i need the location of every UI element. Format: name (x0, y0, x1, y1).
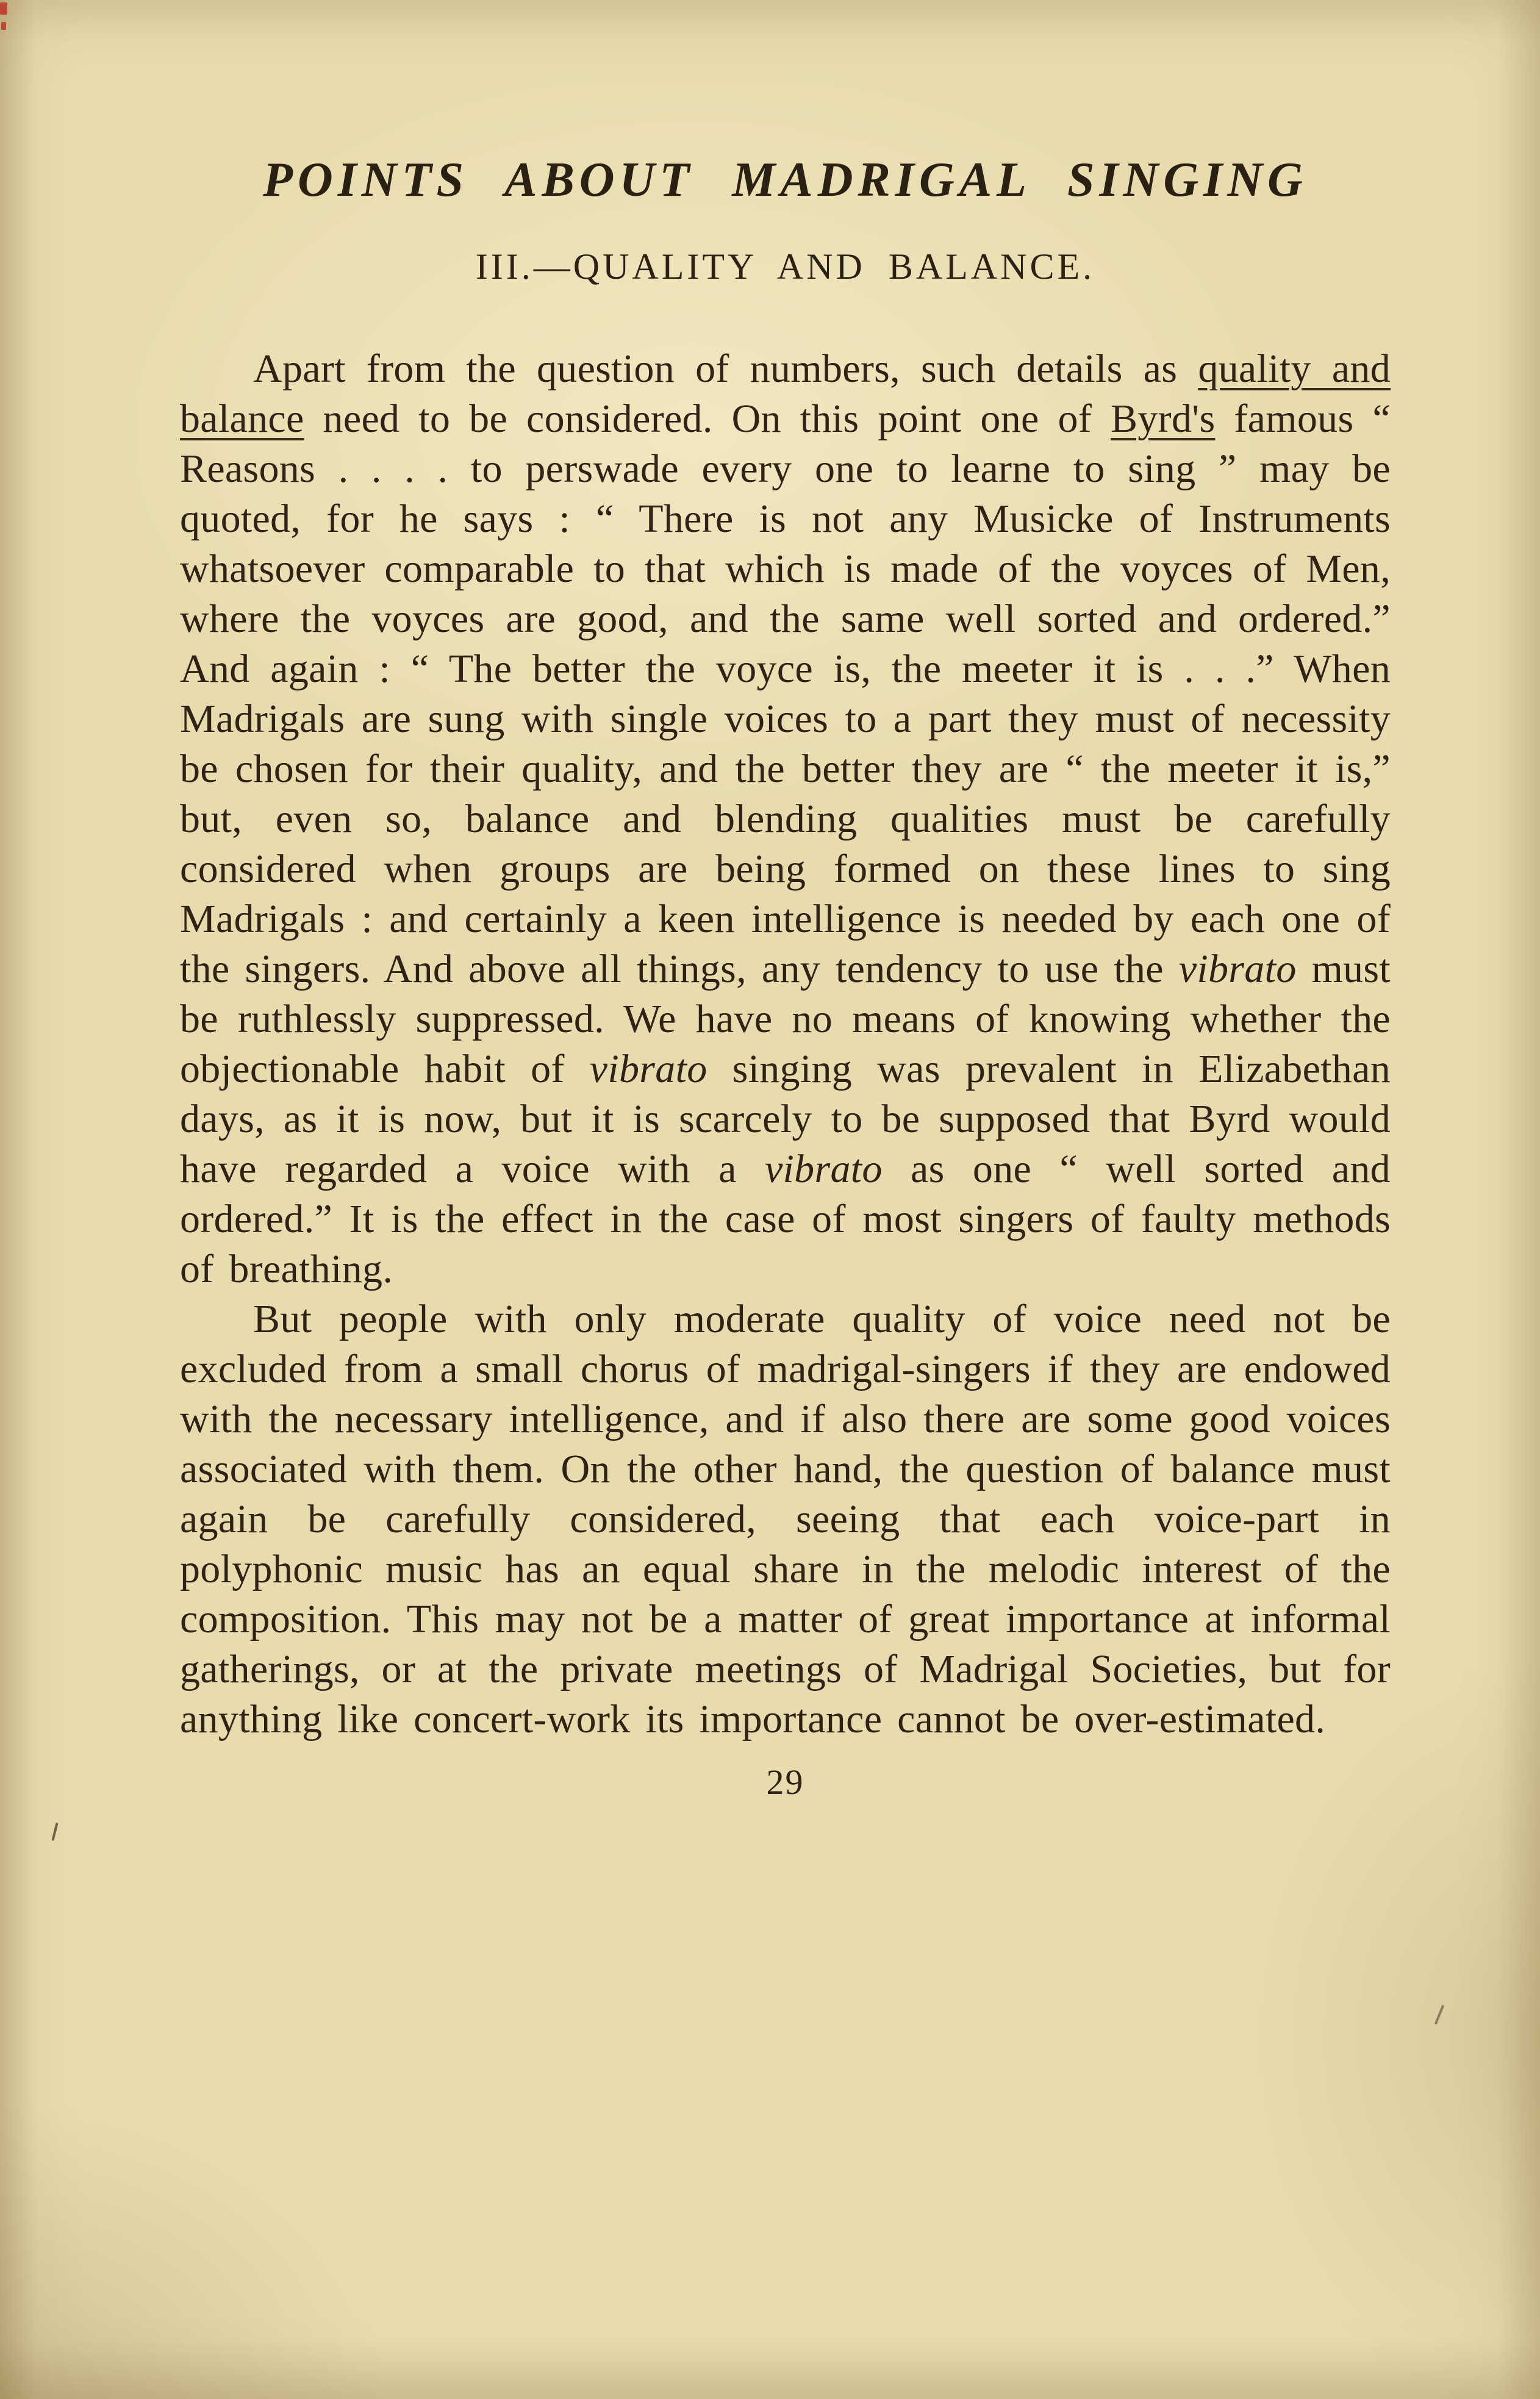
body-text (180, 344, 1391, 1745)
red-edge-scan-artifact (0, 2, 7, 15)
text-segment: must be ruthlessly suppressed. We have no means of knowing whether the objectionable habit of (180, 947, 1391, 1091)
text-segment: But people with only moderate quality of voice need not be excluded from a small chorus of madrigal-singers if they are endowed with the necessary intelligence, and if also there are some good voices associated with them. On the other hand, the question of balance must again be carefully considered, seeing that each voice-part in polyphonic music has an equal share in the melodic interest of the composition. This may not be a matter of great importance at informal gatherings, or at the private meetings of Madrigal Societies, but for anything like concert-work its importance cannot be over-estimated. (180, 1297, 1391, 1741)
text-segment: famous “ Reasons . . . . to perswade every one to learne to sing ” may be quoted, for he says : “ There is not any Musicke of Instruments whatsoever comparable to that which is made of the voyces of Men, where the voyces are good, and the same well sorted and ordered.” And again : “ The better the voyce is, the meeter it is . . .” When Madrigals are sung with single voices to a part they must of necessity be chosen for their quality, and the better they are “ the meeter it is,” but, even so, balance and blending qualities must be carefully considered when groups are being formed on these lines to sing Madrigals : and certainly a keen intelligence is needed by each one of the singers. And above all things, any tendency to use the (180, 396, 1391, 991)
text-segment: need to be considered. On this point one of (304, 396, 1111, 441)
text-segment: as one “ well sorted and ordered.” It is the effect in the case of most singers of faulty methods of breathing. (180, 1147, 1391, 1291)
text-segment: quality and balance (180, 346, 1391, 441)
text-segment: Byrd's (1111, 396, 1216, 441)
paragraph (180, 344, 1391, 1294)
paragraph (180, 1294, 1391, 1745)
text-segment: Apart from the question of numbers, such details as (253, 346, 1198, 391)
pen-mark-right-margin (1434, 2004, 1444, 2024)
pen-mark-left-margin (51, 1823, 58, 1841)
text-segment: vibrato (1178, 947, 1297, 991)
text-segment: singing was prevalent in Elizabethan days, as it is now, but it is scarcely to be supposed that Byrd would have regarded a voice with a (180, 1047, 1391, 1191)
page-title: POINTS ABOUT MADRIGAL SINGING (263, 153, 1308, 207)
red-edge-scan-artifact (1, 22, 6, 30)
section-heading: III.—QUALITY AND BALANCE. (475, 246, 1095, 287)
page-number: 29 (766, 1762, 804, 1802)
text-segment: vibrato (764, 1147, 883, 1191)
text-segment: vibrato (589, 1047, 707, 1091)
